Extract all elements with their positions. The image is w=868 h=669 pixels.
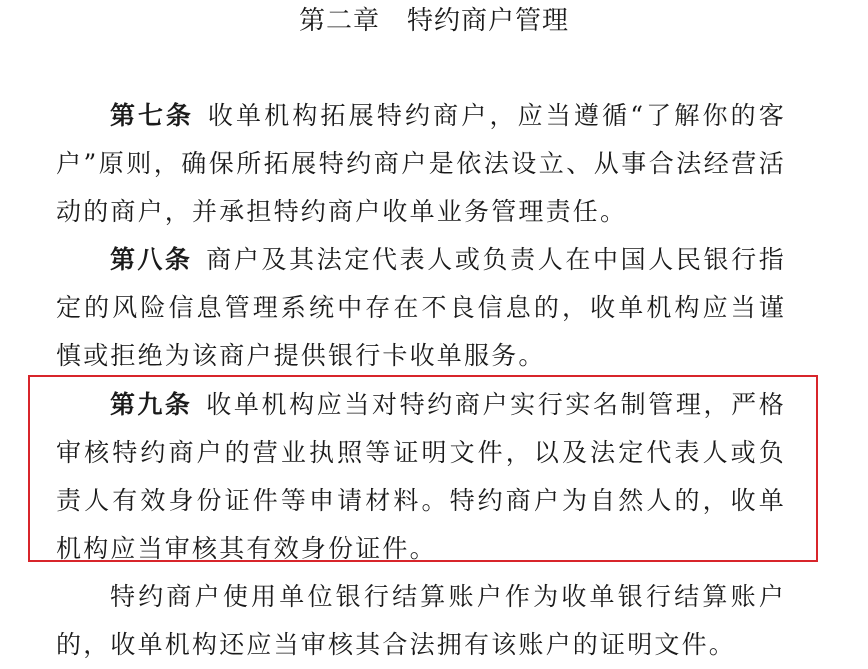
article-7-label: 第七条 (110, 101, 194, 130)
article-9 (56, 381, 786, 573)
chapter-title: 第二章 特约商户管理 (298, 6, 569, 36)
article-9-label: 第九条 (110, 390, 193, 419)
article-8 (56, 236, 786, 380)
article-9-continuation-text: 特约商户使用单位银行结算账户作为收单银行结算账户的，收单机构还应当审核其合法拥有该账户的证明文件。 (56, 582, 786, 659)
article-9-continuation (56, 573, 786, 669)
article-8-label: 第八条 (110, 245, 193, 274)
article-7-text: 收单机构拓展特约商户，应当遵循“了解你的客户”原则，确保所拓展特约商户是依法设立、从事合法经营活动的商户，并承担特约商户收单业务管理责任。 (56, 101, 786, 226)
article-7 (56, 92, 786, 236)
article-8-text: 商户及其法定代表人或负责人在中国人民银行指定的风险信息管理系统中存在不良信息的，收单机构应当谨慎或拒绝为该商户提供银行卡收单服务。 (56, 245, 786, 370)
article-9-text: 收单机构应当对特约商户实行实名制管理，严格审核特约商户的营业执照等证明文件，以及法定代表人或负责人有效身份证件等申请材料。特约商户为自然人的，收单机构应当审核其有效身份证件。 (56, 390, 786, 563)
